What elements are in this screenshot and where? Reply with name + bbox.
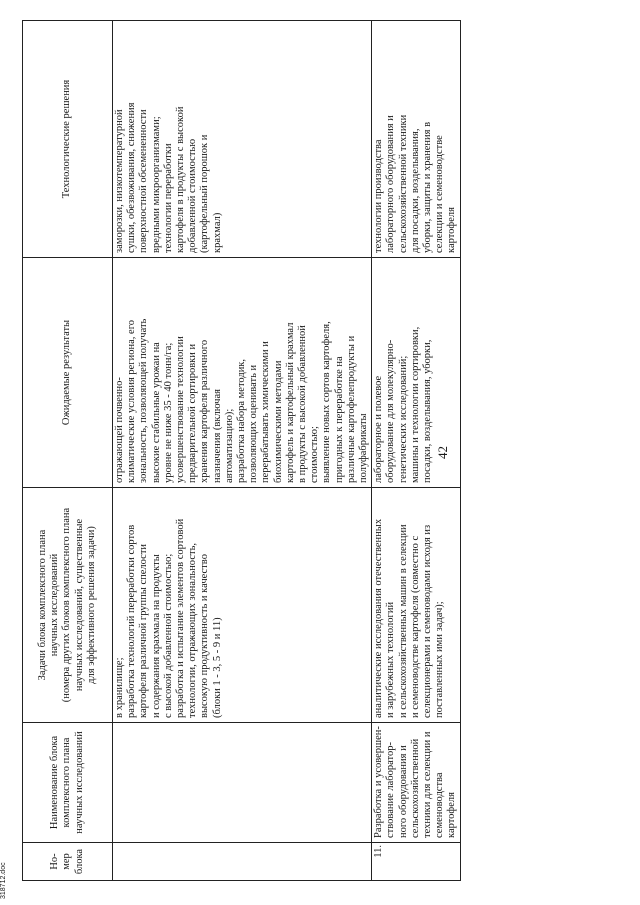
text-line: картофель и картофельный крахмал <box>284 322 296 483</box>
text-line: картофеля различной группы спелости <box>138 543 150 718</box>
text-line: перерабатывать химическими и <box>260 341 272 483</box>
text-line: и семеноводстве картофеля (совместно с <box>409 535 421 718</box>
text-line: Задачи блока комплексного плана <box>36 529 48 681</box>
text-line: автоматизацию); <box>223 408 235 483</box>
cell-text <box>373 262 434 483</box>
text-line: отражающей почвенно- <box>114 377 125 483</box>
text-line: высокие стабильные урожаи на <box>150 342 162 483</box>
text-line: научных исследований, существенные <box>73 518 85 692</box>
cell-text <box>114 25 224 253</box>
text-line: ного оборудования и <box>397 745 409 838</box>
cell-text <box>61 262 73 483</box>
table-header-row <box>23 21 113 881</box>
text-line: и зарубежных технологий <box>385 601 397 718</box>
text-line: лабораторное и полевое <box>373 375 385 483</box>
text-line: хранения картофеля различного <box>199 339 211 483</box>
table-body <box>113 21 461 881</box>
text-line: картофеля <box>446 207 458 253</box>
cell-text <box>37 492 98 718</box>
text-line: научных исследований <box>49 553 61 657</box>
text-line: и содержания крахмала на продукты <box>150 554 162 718</box>
header-block-name <box>23 723 113 843</box>
table-row <box>372 21 460 881</box>
text-line: картофеля в продукты с высокой <box>175 106 187 253</box>
header-tasks <box>23 488 113 723</box>
cell-number <box>372 843 460 881</box>
text-line: (картофельный порошок и <box>199 134 211 253</box>
text-line: разработка и испытание элементов сортовой <box>175 518 187 718</box>
text-line: технологии, отражающих зональность, <box>187 543 199 718</box>
text-line: крахмал) <box>211 212 223 253</box>
text-line: генетических исследований; <box>397 355 409 483</box>
text-line: (номера других блоков комплексного плана <box>61 507 73 703</box>
text-line: биохимическими методами <box>272 360 284 483</box>
cell-technologies <box>113 21 372 258</box>
text-line: высокую продуктивность и качество <box>199 554 211 718</box>
text-line: Технологические решения <box>61 79 73 199</box>
text-line: мер <box>61 853 73 870</box>
cell-text <box>49 727 86 838</box>
cell-technologies <box>372 21 460 258</box>
text-line: сушки, обезвоживания, снижения <box>126 102 138 253</box>
text-line: вредными микроорганизмами; <box>150 116 162 253</box>
text-line: технологии переработки <box>162 143 174 253</box>
header-number <box>23 843 113 881</box>
header-technologies <box>23 21 113 258</box>
cell-results <box>372 258 460 488</box>
text-line: добавленной стоимостью <box>187 138 199 253</box>
text-line: картофеля <box>446 792 458 838</box>
table-row <box>113 21 372 881</box>
text-line: назначения (включая <box>211 389 223 483</box>
text-line: полуфабрикаты <box>358 413 370 483</box>
text-line: селекции и семеноводстве <box>434 135 446 253</box>
text-line: семеноводства <box>434 772 446 838</box>
text-line: сельскохозяйственной техники <box>397 114 409 253</box>
text-line: зональность, позволяющей получать <box>138 318 150 483</box>
cell-text <box>373 25 458 253</box>
text-line: разработка технологий переработки сортов <box>126 524 138 718</box>
text-line: технологии производства <box>373 139 385 253</box>
cell-text <box>114 262 370 483</box>
text-line: ствование лаборатор- <box>385 742 397 838</box>
text-line: поверхностной обсемененности <box>138 109 150 253</box>
cell-results <box>113 258 372 488</box>
text-line: селекционерами и семеноводами исходя из <box>422 524 434 718</box>
document-id: 318712.doc <box>0 862 7 899</box>
text-line: научных исследований <box>73 731 85 834</box>
text-line: Ожидаемые результаты <box>61 319 73 426</box>
text-line: аналитические исследования отечественных <box>373 518 385 718</box>
text-line: различные картофелепродукты и <box>345 335 357 483</box>
text-line: уборки, защиты и хранения в <box>422 121 434 253</box>
text-line: техники для селекции и <box>422 731 434 838</box>
header-results <box>23 258 113 488</box>
text-line: оборудование для молекулярно- <box>385 339 397 483</box>
text-line: заморозки, низкотемпературной <box>114 109 125 253</box>
page-number: 42 <box>435 446 450 459</box>
text-line: сельскохозяйственной <box>409 738 421 838</box>
text-line: Но- <box>49 853 61 870</box>
text-line: уровне не ниже 35 - 40 тонн/га; <box>162 342 174 483</box>
text-line: климатические условия региона, его <box>126 319 138 483</box>
cell-text <box>373 845 385 876</box>
text-line: усовершенствование технологии <box>175 336 187 483</box>
cell-tasks <box>113 488 372 723</box>
text-line: разработка набора методик, <box>236 358 248 483</box>
cell-tasks <box>372 488 460 723</box>
cell-text <box>373 727 458 838</box>
cell-block-name <box>113 723 372 843</box>
cell-text <box>61 25 73 253</box>
cell-text <box>49 847 86 876</box>
text-line: в продукты с высокой добавленной <box>297 325 309 483</box>
text-line: 11. <box>373 845 385 858</box>
research-plan-table <box>22 20 461 881</box>
text-line: для посадки, возделывания, <box>409 128 421 253</box>
text-line: блока <box>73 848 85 875</box>
text-line: лабораторного оборудования и <box>385 115 397 253</box>
text-line: для эффективного решения задачи) <box>85 526 97 684</box>
text-line: выявление новых сортов картофеля, <box>321 321 333 483</box>
text-line: комплексного плана <box>61 737 73 828</box>
text-line: (блоки 1 - 3, 5 - 9 и 11) <box>211 617 223 718</box>
text-line: Разработка и усовершен- <box>373 726 385 838</box>
cell-text <box>373 492 446 718</box>
text-line: позволяющих оценивать и <box>248 364 260 483</box>
text-line: предварительной сортировки и <box>187 343 199 483</box>
cell-text <box>114 492 224 718</box>
cell-number <box>113 843 372 881</box>
text-line: в хранилище; <box>114 657 125 718</box>
cell-block-name <box>372 723 460 843</box>
text-line: поставленных ими задач); <box>434 601 446 718</box>
text-line: стоимостью; <box>309 426 321 483</box>
text-line: пригодных к переработке на <box>333 356 345 483</box>
text-line: и сельскохозяйственных машин в селекции <box>397 524 409 718</box>
text-line: с высокой добавленной стоимостью; <box>162 553 174 718</box>
text-line: Наименование блока <box>49 735 61 830</box>
text-line: машины и технологии сортировки, <box>409 326 421 483</box>
text-line: посадки, возделывания, уборки, <box>422 339 434 483</box>
